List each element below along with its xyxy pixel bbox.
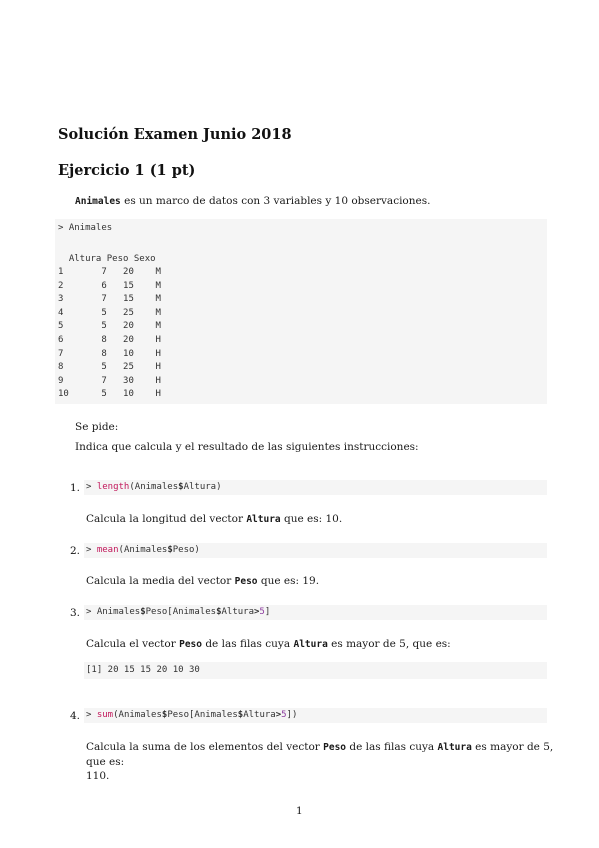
intro-variable: Animales bbox=[75, 196, 121, 207]
table-row: 5 5 20 M bbox=[58, 321, 161, 332]
table-row: 8 5 25 H bbox=[58, 362, 161, 373]
item-1-answer: Calcula la longitud del vector Altura que es: 10. bbox=[86, 513, 343, 525]
item-number: 2. bbox=[70, 545, 81, 557]
page-number: 1 bbox=[296, 805, 303, 817]
table-row: 1 7 20 M bbox=[58, 267, 161, 277]
table-row: 10 5 10 H bbox=[58, 389, 161, 400]
item-number: 4. bbox=[70, 710, 81, 722]
item-3-answer: Calcula el vector Peso de las filas cuya Altura es mayor de 5, que es: bbox=[86, 638, 451, 650]
data-code-block bbox=[55, 219, 547, 404]
table-row: 7 8 10 H bbox=[58, 348, 161, 359]
table-row: 4 5 25 M bbox=[58, 307, 161, 318]
item-3-code: > Animales$Peso[Animales$Altura>5] bbox=[84, 605, 547, 620]
intro-paragraph bbox=[75, 195, 430, 207]
table-row: 2 6 15 M bbox=[58, 280, 161, 291]
intro-text: es un marco de datos con 3 variables y 10 observaciones. bbox=[120, 195, 431, 207]
item-1-code: > length(Animales$Altura) bbox=[84, 480, 547, 495]
data-table bbox=[58, 266, 161, 402]
table-row: 6 8 20 H bbox=[58, 334, 161, 345]
table-row: 9 7 30 H bbox=[58, 375, 161, 386]
se-pide-text: Se pide: bbox=[75, 421, 119, 433]
table-header: Altura Peso Sexo bbox=[58, 254, 156, 264]
item-2-code: > mean(Animales$Peso) bbox=[84, 543, 547, 558]
table-row: 3 7 15 M bbox=[58, 294, 161, 305]
item-4-answer: Calcula la suma de los elementos del vector Peso de las filas cuya Altura es mayor de 5, que es: 110. bbox=[86, 741, 554, 782]
item-3-output: [1] 20 15 15 20 10 30 bbox=[84, 662, 547, 679]
item-4-code: > sum(Animales$Peso[Animales$Altura>5]) bbox=[84, 708, 547, 723]
exercise-heading: Ejercicio 1 (1 pt) bbox=[58, 162, 196, 179]
animales-command: > Animales bbox=[58, 223, 113, 233]
item-number: 1. bbox=[70, 482, 81, 494]
item-2-answer: Calcula la media del vector Peso que es: 19. bbox=[86, 575, 320, 587]
item-number: 3. bbox=[70, 607, 81, 619]
instructions-text: Indica que calcula y el resultado de las siguientes instrucciones: bbox=[75, 441, 419, 453]
document-title: Solución Examen Junio 2018 bbox=[58, 126, 292, 143]
